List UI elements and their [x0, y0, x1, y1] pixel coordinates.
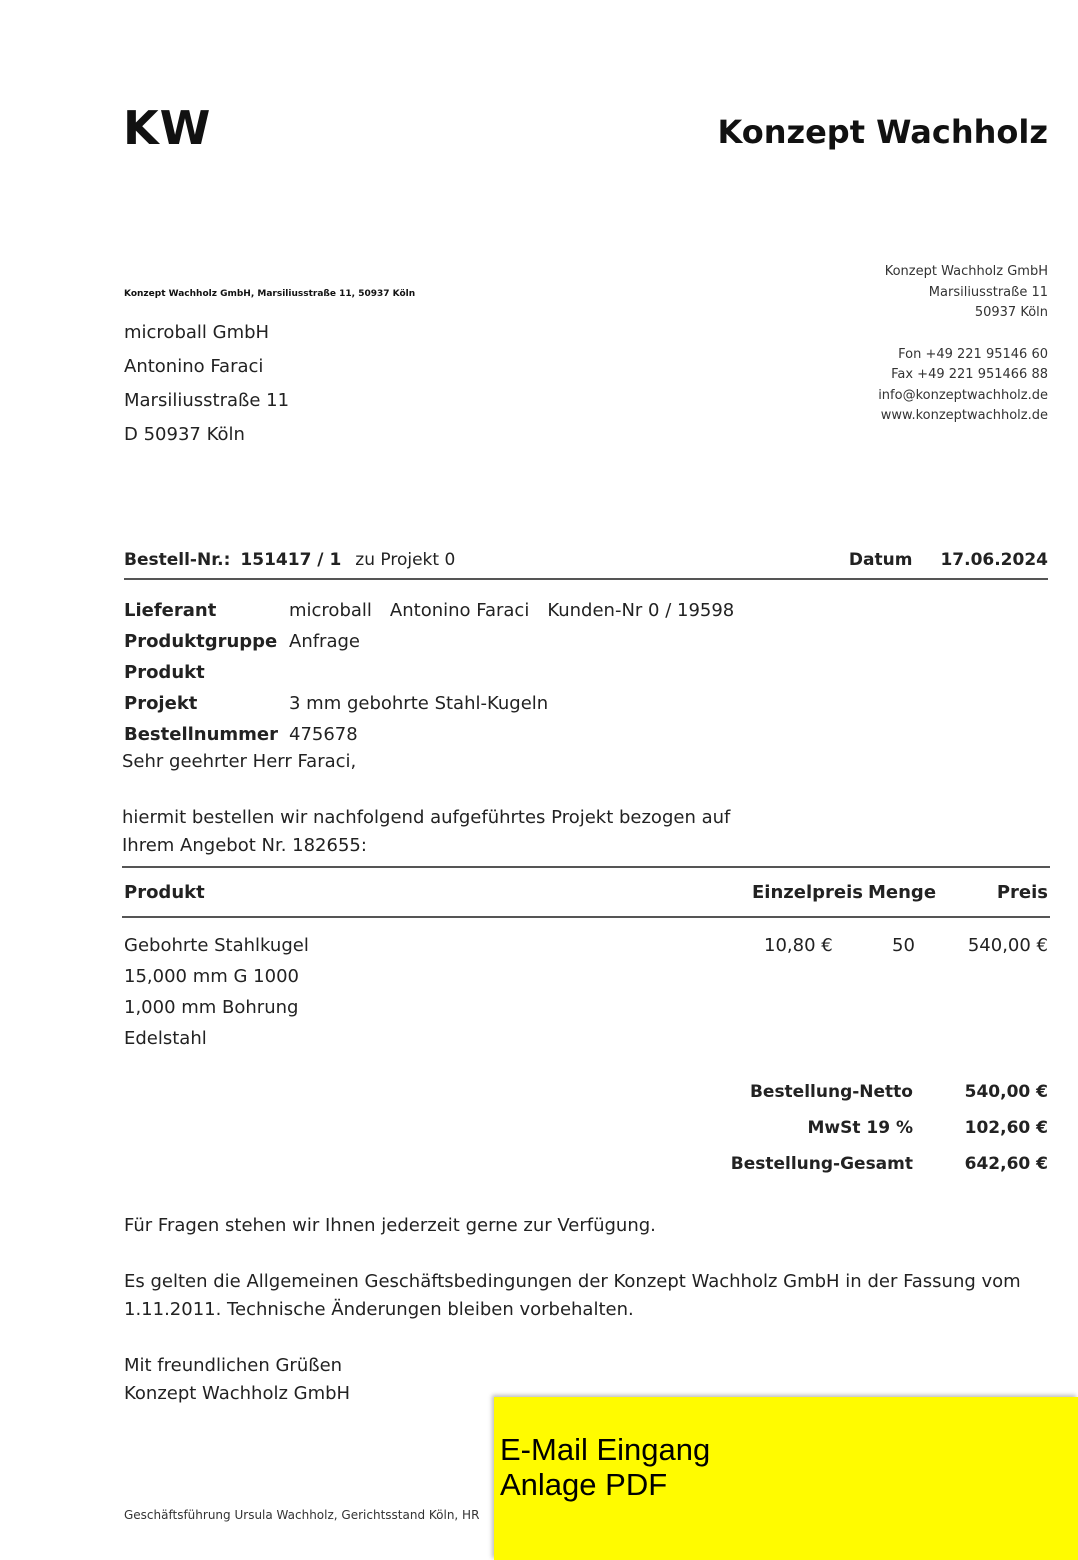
recipient-company: microball GmbH — [124, 322, 270, 343]
total-label: Bestellung-Gesamt — [730, 1154, 913, 1174]
recipient-street: Marsiliusstraße 11 — [124, 390, 290, 411]
item-desc-line: Edelstahl — [124, 1028, 207, 1049]
item-desc-line: 15,000 mm G 1000 — [124, 966, 299, 987]
item-unit-price: 10,80 € — [764, 935, 833, 956]
product-group-value: Anfrage — [289, 631, 360, 652]
item-desc-line: Gebohrte Stahlkugel — [124, 935, 309, 956]
company-name-heading: Konzept Wachholz — [717, 113, 1048, 151]
stamp-line-1: E-Mail Eingang — [500, 1432, 711, 1467]
contact-city: 50937 Köln — [974, 305, 1048, 320]
order-items-table — [122, 866, 1050, 1068]
email-inbox-stamp — [494, 1397, 1078, 1560]
contact-fax: Fax +49 221 951466 88 — [891, 367, 1048, 382]
recipient-address — [124, 316, 289, 452]
order-number: 151417 / 1 — [240, 550, 342, 570]
greeting: Mit freundlichen Grüßen — [124, 1355, 343, 1376]
intro-line-1: hiermit bestellen wir nachfolgend aufgeführtes Projekt bezogen auf — [122, 807, 731, 828]
project-value: 3 mm gebohrte Stahl-Kugeln — [289, 693, 549, 714]
product-group-label: Produktgruppe — [124, 631, 278, 652]
project-reference: zu Projekt 0 — [355, 550, 456, 570]
customer-number: Kunden-Nr 0 / 19598 — [547, 600, 735, 621]
col-header-product: Produkt — [124, 882, 205, 903]
net-label: Bestellung-Netto — [749, 1082, 913, 1102]
contact-block — [878, 262, 1048, 427]
footer-text: Geschäftsführung Ursula Wachholz, Gerichtsstand Köln, HR — [124, 1508, 480, 1522]
contact-company: Konzept Wachholz GmbH — [884, 264, 1048, 279]
order-number-detail-label: Bestellnummer — [124, 724, 279, 745]
order-header-row — [124, 550, 1048, 580]
product-label: Produkt — [124, 662, 205, 683]
col-header-quantity: Menge — [868, 882, 937, 903]
terms-text — [124, 1268, 1021, 1324]
item-price: 540,00 € — [967, 935, 1048, 956]
recipient-contact: Antonino Faraci — [124, 356, 264, 377]
order-date: 17.06.2024 — [940, 550, 1048, 570]
closing-greeting — [124, 1352, 350, 1408]
sender-address-line: Konzept Wachholz GmbH, Marsiliusstraße 11, 50937 Köln — [124, 289, 416, 299]
salutation: Sehr geehrter Herr Faraci, — [122, 751, 357, 772]
recipient-city: D 50937 Köln — [124, 424, 245, 445]
terms-line-2: 1.11.2011. Technische Änderungen bleiben vorbehalten. — [124, 1299, 634, 1320]
supplier-name: microball — [289, 600, 372, 621]
table-header — [122, 866, 1050, 918]
company-logo: KW — [123, 101, 212, 155]
col-header-price: Preis — [996, 882, 1048, 903]
stamp-line-2: Anlage PDF — [500, 1467, 668, 1502]
supplier-label: Lieferant — [124, 600, 217, 621]
totals-block — [700, 1074, 1048, 1182]
contact-email: info@konzeptwachholz.de — [878, 387, 1048, 403]
order-number-label: Bestell-Nr.: — [124, 550, 231, 570]
item-desc-line: 1,000 mm Bohrung — [124, 997, 299, 1018]
project-label: Projekt — [124, 693, 198, 714]
date-label: Datum — [848, 550, 913, 570]
total-value: 642,60 € — [964, 1154, 1048, 1174]
order-number-detail-value: 475678 — [289, 724, 358, 745]
contact-street: Marsiliusstraße 11 — [928, 284, 1048, 300]
net-value: 540,00 € — [964, 1082, 1048, 1102]
vat-label: MwSt 19 % — [807, 1118, 913, 1138]
contact-fon: Fon +49 221 95146 60 — [898, 346, 1048, 362]
vat-value: 102,60 € — [964, 1118, 1048, 1138]
item-quantity: 50 — [892, 935, 915, 956]
supplier-contact: Antonino Faraci — [389, 600, 530, 621]
order-details — [124, 595, 752, 750]
table-row — [122, 918, 1050, 1068]
col-header-unit-price: Einzelpreis — [752, 882, 863, 903]
contact-web: www.konzeptwachholz.de — [880, 408, 1048, 423]
questions-text: Für Fragen stehen wir Ihnen jederzeit gerne zur Verfügung. — [124, 1215, 656, 1236]
intro-line-2: Ihrem Angebot Nr. 182655: — [122, 835, 367, 856]
item-description — [124, 930, 309, 1054]
terms-line-1: Es gelten die Allgemeinen Geschäftsbedingungen der Konzept Wachholz GmbH in der Fassung vom — [124, 1271, 1021, 1292]
intro-text — [122, 804, 730, 860]
signature: Konzept Wachholz GmbH — [124, 1383, 351, 1404]
